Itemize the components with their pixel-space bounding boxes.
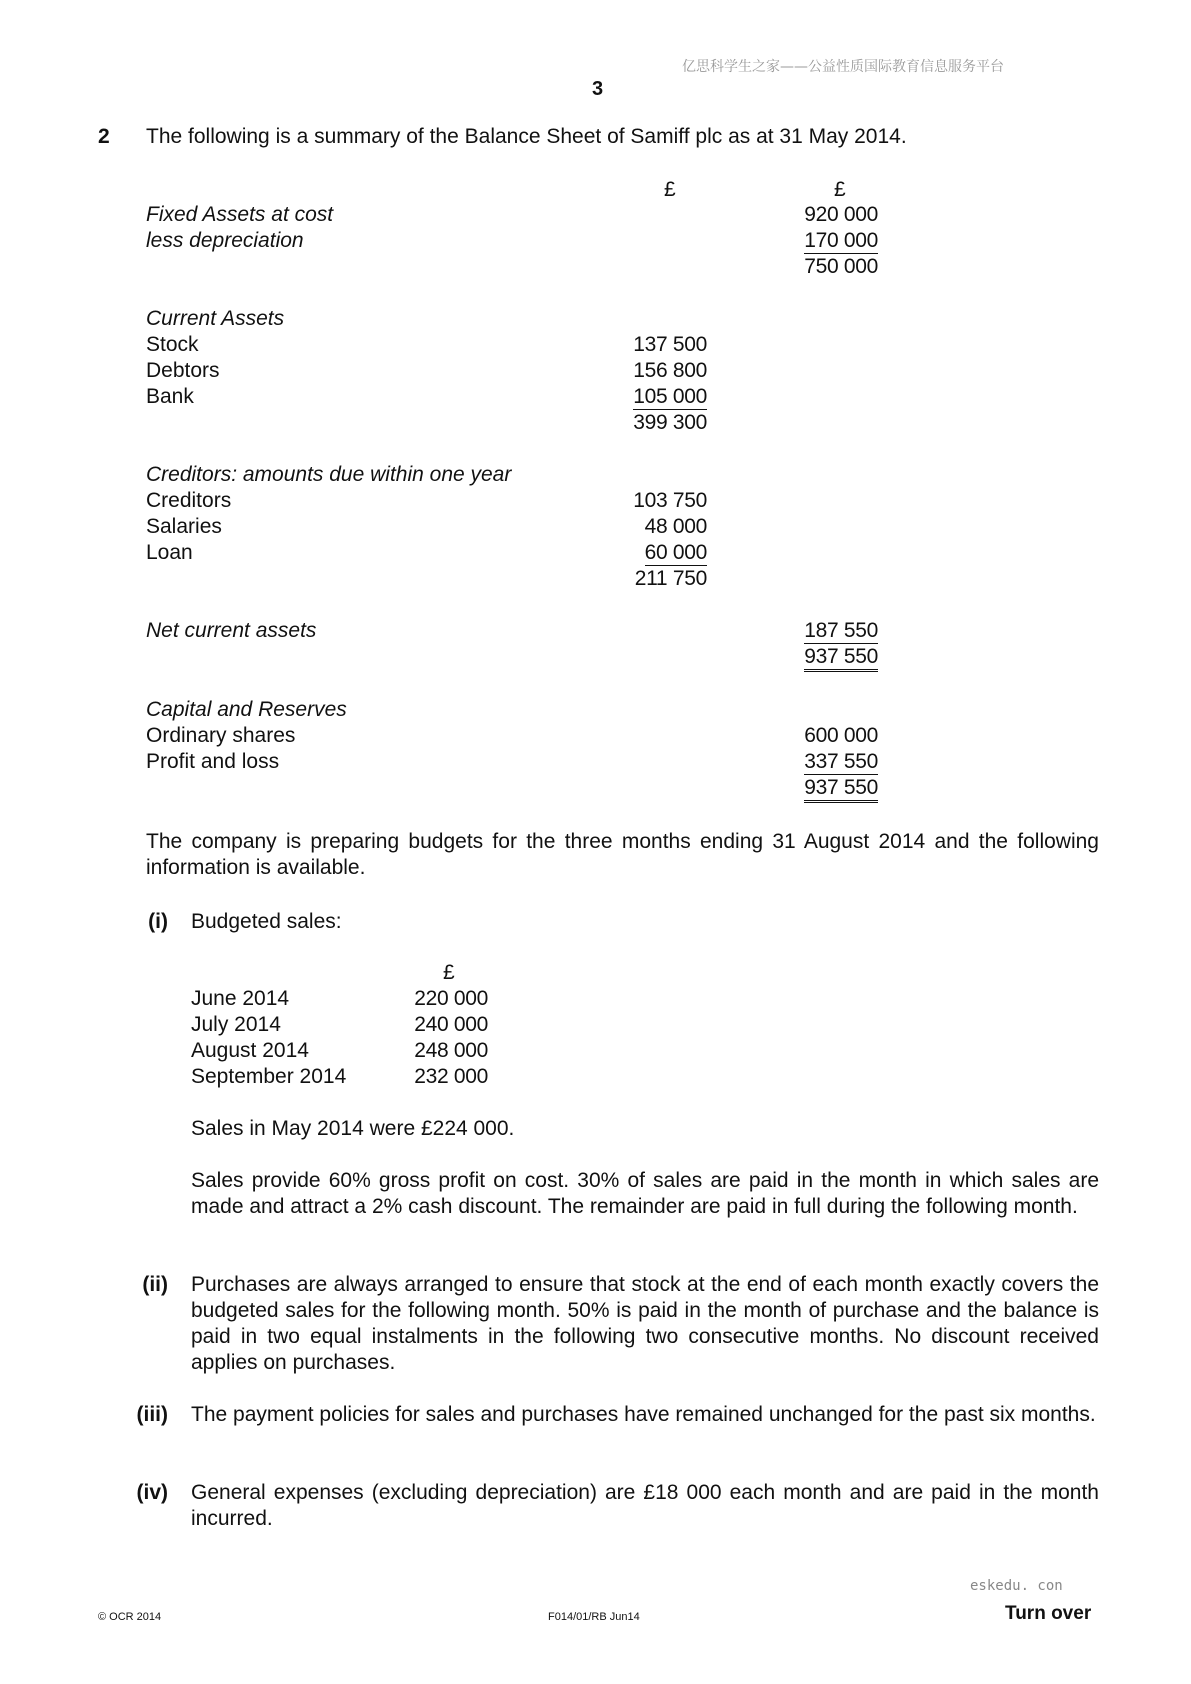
- creditors-total: 211 750: [634, 567, 707, 590]
- current-asset-value: 137 500: [633, 333, 707, 356]
- creditor-label: Creditors: [146, 489, 232, 512]
- header-watermark: 亿思科学生之家——公益性质国际教育信息服务平台: [682, 59, 1004, 75]
- current-assets-total: 399 300: [633, 411, 707, 434]
- capital-value: 600 000: [804, 724, 878, 747]
- net-current-assets-value: 187 550: [804, 619, 878, 642]
- current-asset-value: 105 000: [633, 385, 707, 408]
- sales-month: June 2014: [191, 987, 290, 1010]
- creditor-value: 48 000: [644, 515, 707, 538]
- info-intro: The company is preparing budgets for the three months ending 31 August 2014 and the following information is available.: [146, 830, 1099, 879]
- turn-over-label: Turn over: [1005, 1603, 1092, 1624]
- current-asset-label: Stock: [146, 333, 199, 356]
- capital-label: Profit and loss: [146, 750, 280, 773]
- item-iii-label: (iii): [136, 1403, 168, 1426]
- sales-terms-text: Sales provide 60% gross profit on cost. 30% of sales are paid in the month in which sales are made and attract a 2% cash discount. The remainder are paid in full during the following month.: [191, 1169, 1099, 1218]
- current-asset-label: Debtors: [146, 359, 220, 382]
- item-iv-text: General expenses (excluding depreciation) are £18 000 each month and are paid in the month incurred.: [191, 1481, 1099, 1530]
- fixed-assets-label: Fixed Assets at cost: [146, 203, 334, 226]
- item-i-label: (i): [148, 910, 168, 933]
- current-asset-value: 156 800: [633, 359, 707, 382]
- sales-value: 220 000: [414, 987, 488, 1010]
- item-i-title: Budgeted sales:: [191, 910, 342, 933]
- currency-header-col1: £: [664, 178, 676, 201]
- sales-month: July 2014: [191, 1013, 281, 1036]
- sales-value: 232 000: [414, 1065, 488, 1088]
- depreciation-value: 170 000: [804, 229, 878, 252]
- page-number: 3: [592, 78, 604, 100]
- net-assets-total: 937 550: [804, 645, 878, 672]
- footer-copyright: © OCR 2014: [98, 1611, 162, 1623]
- fixed-assets-value: 920 000: [804, 203, 878, 226]
- sales-value: 248 000: [414, 1039, 488, 1062]
- current-assets-heading: Current Assets: [146, 307, 285, 330]
- creditor-label: Salaries: [146, 515, 222, 538]
- net-fixed-assets-value: 750 000: [804, 255, 878, 278]
- may-sales-text: Sales in May 2014 were £224 000.: [191, 1117, 515, 1140]
- question-number: 2: [98, 125, 110, 148]
- current-asset-label: Bank: [146, 385, 194, 408]
- creditor-label: Loan: [146, 541, 193, 564]
- footer-paper-code: F014/01/RB Jun14: [548, 1611, 640, 1623]
- sales-month: September 2014: [191, 1065, 347, 1088]
- currency-header-col2: £: [834, 178, 846, 201]
- item-ii-label: (ii): [142, 1273, 168, 1296]
- net-current-assets-label: Net current assets: [146, 619, 317, 642]
- sales-currency-header: £: [443, 961, 455, 984]
- question-intro: The following is a summary of the Balance Sheet of Samiff plc as at 31 May 2014.: [146, 125, 907, 148]
- creditor-value: 60 000: [644, 541, 707, 564]
- depreciation-label: less depreciation: [146, 229, 304, 252]
- sales-value: 240 000: [414, 1013, 488, 1036]
- footer-site-watermark: eskedu. con: [970, 1578, 1063, 1594]
- capital-value: 337 550: [804, 750, 878, 773]
- item-iii-text: The payment policies for sales and purchases have remained unchanged for the past six months.: [191, 1403, 1096, 1426]
- sales-month: August 2014: [191, 1039, 309, 1062]
- item-ii-text: Purchases are always arranged to ensure that stock at the end of each month exactly covers the budgeted sales for the following month. 50% is paid in the month of purchase and the balance is paid in two equal instalments in the following two consecutive months. No discount received applies on purchases.: [191, 1273, 1099, 1374]
- capital-heading: Capital and Reserves: [146, 698, 347, 721]
- item-iv-label: (iv): [136, 1481, 168, 1504]
- creditor-value: 103 750: [633, 489, 707, 512]
- creditors-heading: Creditors: amounts due within one year: [146, 463, 512, 486]
- capital-total: 937 550: [804, 776, 878, 803]
- capital-label: Ordinary shares: [146, 724, 296, 747]
